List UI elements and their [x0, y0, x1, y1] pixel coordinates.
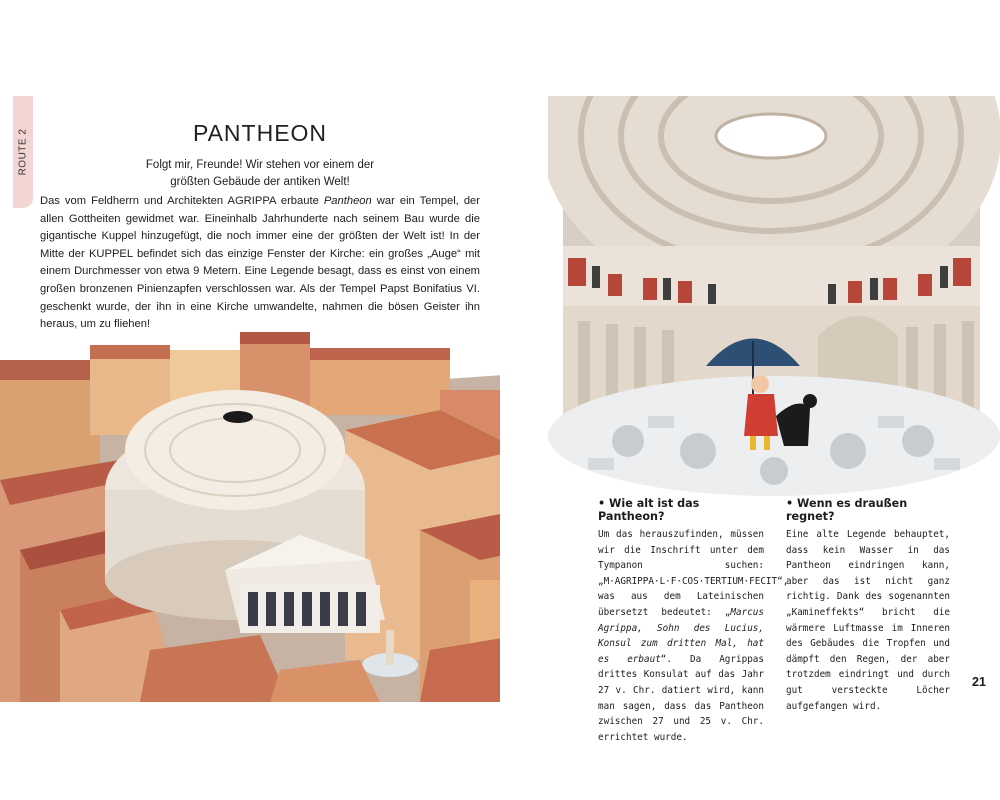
question-rain-text: Eine alte Legende behauptet, dass kein Wasser in das Pantheon eindringen kann, aber das ist nicht ganz richtig. Dank des sogenannten „Kamineffekts“ bricht die wärmere Luftmasse im Inneren des Gebäudes die Tropfen und dämpft den Regen, der aber trotzdem eindringt und durch gut versteckte Löcher aufgefangen wird. — [786, 529, 950, 712]
question-how-old-text-b: “. Da Agrippas drittes Konsulat auf das Jahr 27 v. Chr. datiert wird, kann man sagen, dass das Pantheon zwischen 27 und 25 v. Chr. errichtet wurde. — [598, 653, 764, 743]
page-subtitle: Folgt mir, Freunde! Wir stehen vor einem der größten Gebäude der antiken Welt! — [145, 159, 375, 188]
pantheon-aerial-illustration — [0, 330, 575, 702]
page-number: 21 — [972, 675, 986, 689]
route-label: ROUTE 2 — [17, 128, 29, 176]
route-tab — [13, 96, 33, 208]
body-text — [40, 193, 480, 334]
pantheon-interior-illustration — [548, 96, 1000, 496]
question-how-old-heading: • Wie alt ist das Pantheon? — [598, 497, 700, 523]
question-how-old — [598, 497, 789, 745]
body-part-2: war ein Tempel, der allen Gottheiten gewidmet war. Eineinhalb Jahrhunderte nach seinem Bau wurde die gigantische Kuppel hinzugefügt, die noch immer eine der größten der Welt ist! In der Mitte der KUPPEL befindet sich das einzige Fenster der Kirche: ein großes „Auge“ mit einem Durchmesser von etwa 9 Metern. Eine Legende besagt, dass es einst von einem großen bronzenen Pinienzapfen verschlossen war. Als der Tempel Papst Bonifatius VI. geschenkt wurde, der ihn in eine Kirche umwandelte, nahmen die bösen Geister ihn heraus, um zu fliehen! — [40, 195, 480, 331]
question-how-old-italic: Marcus Agrippa, Sohn des Lucius, Konsul zum dritten Mal, hat es erbaut — [598, 606, 764, 665]
page-title: PANTHEON — [192, 120, 328, 146]
question-how-old-text-a: Um das herauszufinden, müssen wir die Inschrift unter dem Tympanon suchen: „M·AGRIPPA·L·F·COS·TERTIUM·FECIT“, was aus dem Lateinischen übersetzt bedeutet: „ — [598, 529, 789, 618]
question-rain — [786, 497, 950, 714]
question-rain-heading: • Wenn es draußen regnet? — [786, 497, 908, 523]
body-italic-pantheon: Pantheon — [323, 195, 372, 207]
body-part-1: Das vom Feldherrn und Architekten AGRIPPA erbaute — [40, 195, 324, 207]
question-how-old-text — [598, 527, 789, 745]
